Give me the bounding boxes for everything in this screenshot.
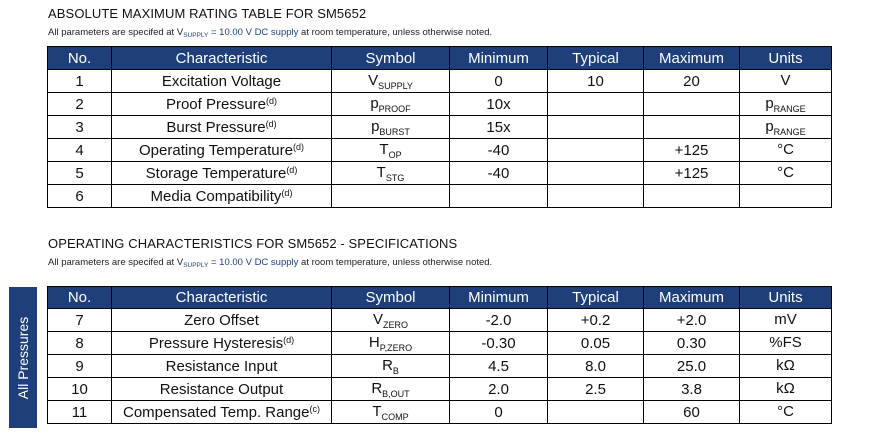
cell-characteristic xyxy=(112,309,332,332)
table-row xyxy=(48,355,832,378)
table-row xyxy=(48,378,832,401)
characteristic-note: (d) xyxy=(281,187,293,198)
cell-no: 1 xyxy=(48,70,112,93)
unit-text: p xyxy=(765,117,774,135)
cell-characteristic xyxy=(112,162,332,185)
column-header: Symbol xyxy=(332,287,450,309)
cell-minimum: 10x xyxy=(450,93,548,116)
unit-text: %FS xyxy=(769,333,802,351)
cell-typical xyxy=(548,162,644,185)
column-header: No. xyxy=(48,47,112,70)
cell-characteristic xyxy=(112,93,332,116)
cell-units xyxy=(740,116,832,139)
cell-symbol xyxy=(332,401,450,424)
cell-units xyxy=(740,185,832,208)
cell-typical xyxy=(548,185,644,208)
cell-minimum xyxy=(450,185,548,208)
cell-minimum: 4.5 xyxy=(450,355,548,378)
operating-body xyxy=(48,309,832,424)
note-sub: SUPPLY xyxy=(183,32,209,39)
unit-subscript: RANGE xyxy=(773,126,806,137)
cell-characteristic xyxy=(112,116,332,139)
symbol-subscript: B xyxy=(392,365,399,376)
column-header: Minimum xyxy=(450,47,548,70)
note-highlight-text: = 10.00 V DC supply xyxy=(208,27,299,38)
characteristic-note: (d) xyxy=(265,118,277,129)
cell-minimum: -0.30 xyxy=(450,332,548,355)
unit-subscript: RANGE xyxy=(773,103,806,114)
unit-text: p xyxy=(765,94,774,112)
symbol-text: p xyxy=(371,117,380,135)
cell-units xyxy=(740,332,832,355)
symbol-text: T xyxy=(379,140,389,158)
column-header: Typical xyxy=(548,47,644,70)
cell-minimum: -40 xyxy=(450,139,548,162)
abs-max-header xyxy=(48,47,832,70)
symbol-text: T xyxy=(376,163,386,181)
characteristic-text: Pressure Hysteresis xyxy=(148,334,284,352)
cell-maximum xyxy=(644,93,740,116)
characteristic-note: (d) xyxy=(283,334,295,345)
cell-maximum xyxy=(644,116,740,139)
column-header: No. xyxy=(48,287,112,309)
cell-symbol xyxy=(332,309,450,332)
table-row xyxy=(48,332,832,355)
cell-no: 6 xyxy=(48,185,112,208)
note-sub: SUPPLY xyxy=(183,262,209,269)
cell-typical xyxy=(548,93,644,116)
cell-minimum: 0 xyxy=(450,401,548,424)
cell-maximum: +125 xyxy=(644,139,740,162)
cell-symbol xyxy=(332,70,450,93)
table-row xyxy=(48,116,832,139)
abs-max-note xyxy=(48,27,492,39)
symbol-subscript: STG xyxy=(385,172,405,183)
unit-text: mV xyxy=(774,310,797,328)
table-row xyxy=(48,401,832,424)
note-highlight xyxy=(183,27,298,38)
cell-maximum: 3.8 xyxy=(644,378,740,401)
symbol-subscript: OP xyxy=(388,149,402,160)
cell-typical: +0.2 xyxy=(548,309,644,332)
column-header: Minimum xyxy=(450,287,548,309)
cell-symbol xyxy=(332,93,450,116)
operating-table xyxy=(47,286,832,424)
cell-typical xyxy=(548,139,644,162)
cell-no: 2 xyxy=(48,93,112,116)
cell-minimum: 0 xyxy=(450,70,548,93)
cell-units xyxy=(740,355,832,378)
cell-units xyxy=(740,309,832,332)
column-header: Characteristic xyxy=(112,47,332,70)
cell-characteristic xyxy=(112,332,332,355)
side-label-text: All Pressures xyxy=(15,316,31,399)
characteristic-text: Resistance Input xyxy=(165,357,278,375)
cell-typical xyxy=(548,116,644,139)
column-header: Characteristic xyxy=(112,287,332,309)
cell-typical xyxy=(548,401,644,424)
cell-maximum: 60 xyxy=(644,401,740,424)
cell-maximum xyxy=(644,185,740,208)
cell-units xyxy=(740,70,832,93)
cell-maximum: 0.30 xyxy=(644,332,740,355)
column-header: Units xyxy=(740,287,832,309)
characteristic-note: (c) xyxy=(309,403,320,414)
column-header: Maximum xyxy=(644,287,740,309)
all-pressures-label xyxy=(9,287,37,428)
cell-units xyxy=(740,93,832,116)
cell-minimum: 2.0 xyxy=(450,378,548,401)
symbol-text: p xyxy=(370,94,379,112)
cell-typical: 2.5 xyxy=(548,378,644,401)
symbol-subscript: PROOF xyxy=(378,103,411,114)
note-highlight-text: = 10.00 V DC supply xyxy=(208,257,299,268)
characteristic-text: Compensated Temp. Range xyxy=(122,403,310,421)
symbol-text: R xyxy=(382,356,393,374)
cell-symbol xyxy=(332,162,450,185)
cell-no: 3 xyxy=(48,116,112,139)
characteristic-note: (d) xyxy=(286,164,298,175)
cell-typical: 0.05 xyxy=(548,332,644,355)
abs-max-title: ABSOLUTE MAXIMUM RATING TABLE FOR SM5652 xyxy=(48,6,367,21)
note-highlight xyxy=(183,257,298,268)
note-prefix: All parameters are specifed at V xyxy=(48,257,184,268)
table-row xyxy=(48,139,832,162)
characteristic-text: Burst Pressure xyxy=(166,118,266,136)
cell-no: 5 xyxy=(48,162,112,185)
header-row xyxy=(48,287,832,309)
symbol-subscript: SUPPLY xyxy=(378,80,413,91)
cell-symbol xyxy=(332,139,450,162)
characteristic-text: Media Compatibility xyxy=(150,187,282,205)
cell-no: 7 xyxy=(48,309,112,332)
cell-minimum: -40 xyxy=(450,162,548,185)
cell-units xyxy=(740,378,832,401)
symbol-subscript: B,OUT xyxy=(382,388,410,399)
cell-characteristic xyxy=(112,401,332,424)
cell-symbol xyxy=(332,332,450,355)
cell-maximum: 25.0 xyxy=(644,355,740,378)
characteristic-text: Excitation Voltage xyxy=(161,72,282,90)
symbol-text: R xyxy=(371,379,383,397)
cell-characteristic xyxy=(112,378,332,401)
cell-maximum: 20 xyxy=(644,70,740,93)
abs-max-body xyxy=(48,70,832,208)
characteristic-text: Storage Temperature xyxy=(145,164,287,182)
note-suffix: at room temperature, unless otherwise noted. xyxy=(298,257,493,268)
characteristic-note: (d) xyxy=(266,95,278,106)
cell-units xyxy=(740,162,832,185)
cell-maximum: +125 xyxy=(644,162,740,185)
cell-symbol xyxy=(332,185,450,208)
unit-text: °C xyxy=(777,163,794,181)
operating-note xyxy=(48,257,492,269)
unit-text: V xyxy=(780,71,791,89)
table-row xyxy=(48,162,832,185)
cell-units xyxy=(740,401,832,424)
unit-text: kΩ xyxy=(776,356,795,374)
header-row xyxy=(48,47,832,70)
characteristic-note: (d) xyxy=(292,141,304,152)
column-header: Typical xyxy=(548,287,644,309)
cell-characteristic xyxy=(112,70,332,93)
cell-typical: 8.0 xyxy=(548,355,644,378)
cell-no: 11 xyxy=(48,401,112,424)
symbol-text: V xyxy=(368,71,379,89)
table-row xyxy=(48,185,832,208)
column-header: Maximum xyxy=(644,47,740,70)
unit-text: °C xyxy=(777,140,794,158)
cell-no: 8 xyxy=(48,332,112,355)
table-row xyxy=(48,309,832,332)
operating-header xyxy=(48,287,832,309)
characteristic-text: Resistance Output xyxy=(159,380,284,398)
symbol-text: H xyxy=(368,333,380,351)
cell-minimum: -2.0 xyxy=(450,309,548,332)
cell-typical: 10 xyxy=(548,70,644,93)
symbol-text: T xyxy=(372,402,382,420)
note-suffix: at room temperature, unless otherwise noted. xyxy=(298,27,493,38)
table-row xyxy=(48,93,832,116)
cell-no: 10 xyxy=(48,378,112,401)
cell-no: 9 xyxy=(48,355,112,378)
cell-no: 4 xyxy=(48,139,112,162)
symbol-subscript: BURST xyxy=(379,126,410,137)
symbol-subscript: ZERO xyxy=(383,319,409,330)
column-header: Units xyxy=(740,47,832,70)
cell-units xyxy=(740,139,832,162)
cell-symbol xyxy=(332,116,450,139)
symbol-text: V xyxy=(372,310,383,328)
column-header: Symbol xyxy=(332,47,450,70)
symbol-subscript: COMP xyxy=(381,411,409,422)
abs-max-table xyxy=(47,46,832,208)
cell-characteristic xyxy=(112,355,332,378)
characteristic-text: Operating Temperature xyxy=(139,141,293,159)
operating-title: OPERATING CHARACTERISTICS FOR SM5652 - SPECIFICATIONS xyxy=(48,236,458,251)
characteristic-text: Proof Pressure xyxy=(165,95,267,113)
table-row xyxy=(48,70,832,93)
cell-symbol xyxy=(332,355,450,378)
cell-minimum: 15x xyxy=(450,116,548,139)
characteristic-text: Zero Offset xyxy=(184,311,259,329)
note-prefix: All parameters are specifed at V xyxy=(48,27,184,38)
cell-maximum: +2.0 xyxy=(644,309,740,332)
cell-characteristic xyxy=(112,139,332,162)
cell-symbol xyxy=(332,378,450,401)
cell-characteristic xyxy=(112,185,332,208)
unit-text: °C xyxy=(777,402,794,420)
symbol-subscript: P,ZERO xyxy=(379,342,413,353)
unit-text: kΩ xyxy=(776,379,795,397)
